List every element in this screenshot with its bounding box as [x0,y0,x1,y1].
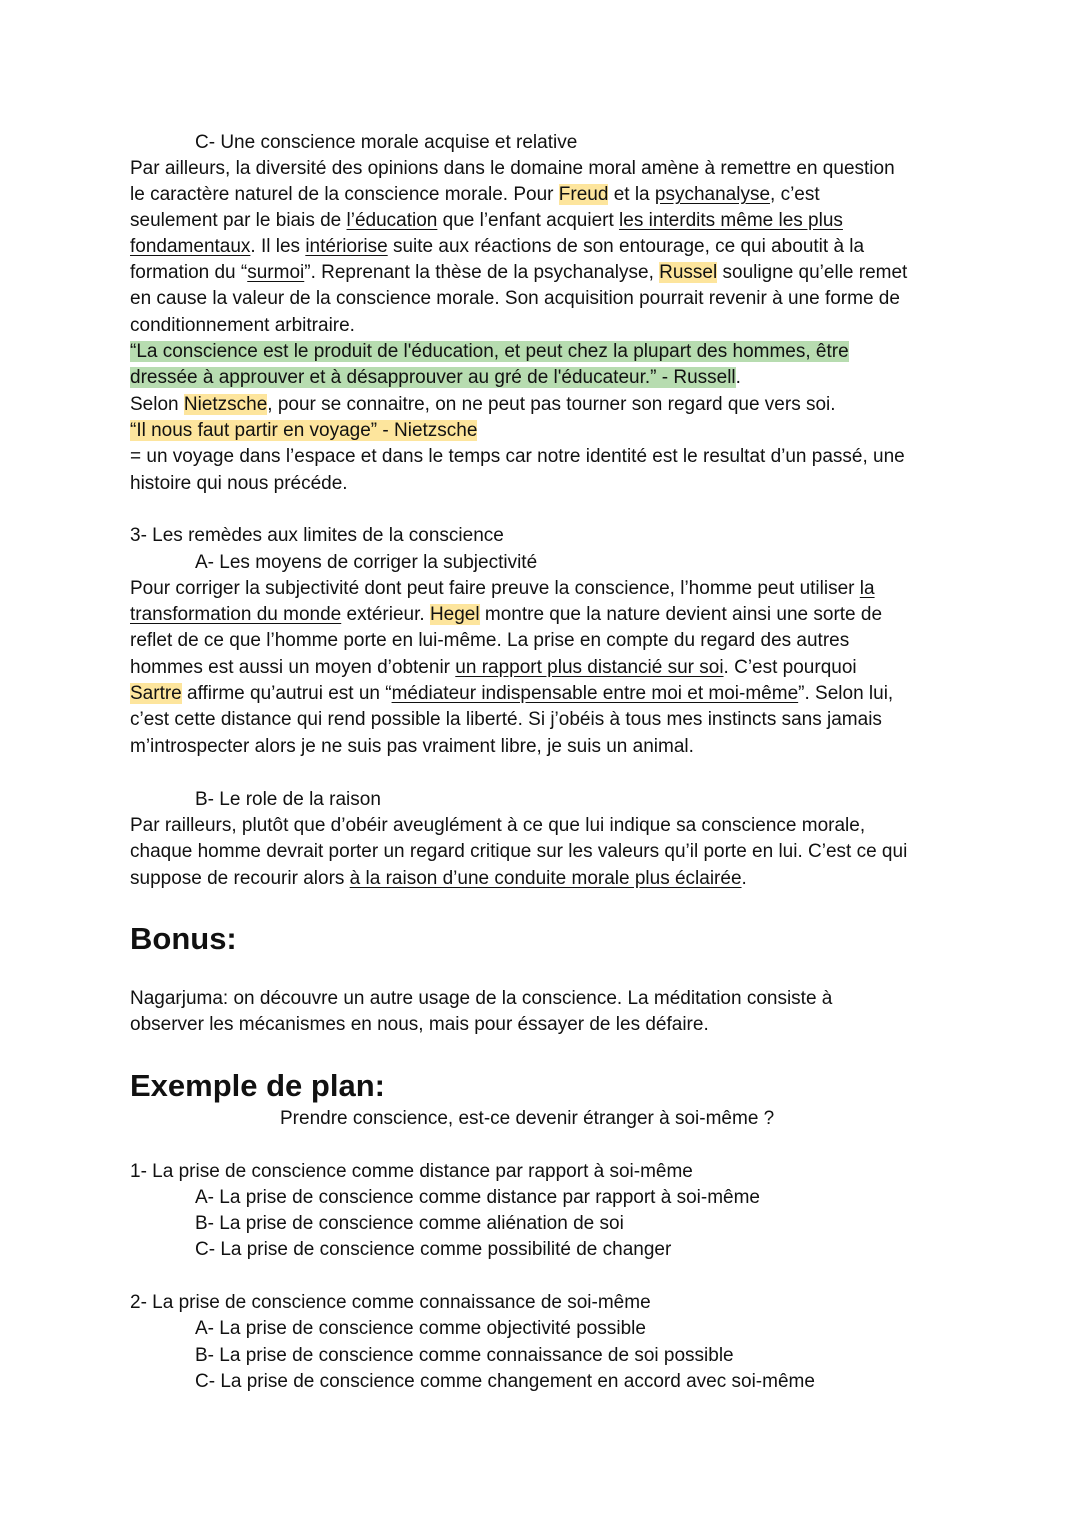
paragraph-line: = un voyage dans l’espace et dans le temps car notre identité est le resultat d’un passé, une [130,446,905,467]
highlight-freud: Freud [558,184,609,205]
paragraph-line: hommes est aussi un moyen d’obtenir un rapport plus distancié sur soi. C’est pourquoi [130,657,857,678]
paragraph-line: Par ailleurs, la diversité des opinions dans le domaine moral amène à remettre en question [130,158,895,179]
plan-heading: Exemple de plan: [130,1068,385,1103]
highlight-hegel: Hegel [429,604,480,625]
paragraph-line: Selon Nietzsche, pour se connaitre, on ne peut pas tourner son regard que vers soi. [130,394,836,415]
paragraph-line: histoire qui nous précéde. [130,473,348,494]
underline-psychanalyse: psychanalyse [654,184,771,205]
paragraph-line: m’introspecter alors je ne suis pas vraiment libre, je suis un animal. [130,736,694,757]
paragraph-line: reflet de ce que l’homme porte en lui-même. La prise en compte du regard des autres [130,630,850,651]
paragraph-line: le caractère naturel de la conscience morale. Pour Freud et la psychanalyse, c’est [130,184,820,205]
section-b-title: B- Le role de la raison [195,789,381,810]
paragraph-line: Nagarjuma: on découvre un autre usage de la conscience. La méditation consiste à [130,988,833,1009]
section-3-title: 3- Les remèdes aux limites de la conscience [130,525,504,546]
plan-subpart: B- La prise de conscience comme aliénation de soi [195,1213,624,1234]
plan-subpart: C- La prise de conscience comme changement en accord avec soi-même [195,1371,815,1392]
highlight-russel: Russel [659,262,718,283]
paragraph-line: seulement par le biais de l’éducation que l’enfant acquiert les interdits même les plus [130,210,843,231]
plan-subpart: B- La prise de conscience comme connaissance de soi possible [195,1345,734,1366]
section-c-title: C- Une conscience morale acquise et relative [195,132,578,153]
section-a-title: A- Les moyens de corriger la subjectivité [195,552,538,573]
paragraph-line: fondamentaux. Il les intériorise suite aux réactions de son entourage, ce qui aboutit à la [130,236,865,257]
highlight-nietzsche: Nietzsche [183,394,268,415]
plan-question: Prendre conscience, est-ce devenir étranger à soi-même ? [280,1108,775,1129]
paragraph-line: formation du “surmoi”. Reprenant la thèse de la psychanalyse, Russel souligne qu’elle remet [130,262,908,283]
paragraph-line: Sartre affirme qu’autrui est un “médiateur indispensable entre moi et moi-même”. Selon lui, [130,683,894,704]
paragraph-line: Par railleurs, plutôt que d’obéir aveuglément à ce que lui indique sa conscience morale, [130,815,866,836]
highlight-sartre: Sartre [130,683,182,704]
quote-russell-line: “La conscience est le produit de l'éducation, et peut chez la plupart des hommes, être [130,341,849,362]
paragraph-line: Pour corriger la subjectivité dont peut faire preuve la conscience, l’homme peut utiliser la [130,578,875,599]
bonus-heading: Bonus: [130,921,237,956]
plan-subpart: C- La prise de conscience comme possibilité de changer [195,1239,672,1260]
paragraph-line: observer les mécanismes en nous, mais pour éssayer de les défaire. [130,1014,709,1035]
paragraph-line: suppose de recourir alors à la raison d’une conduite morale plus éclairée. [130,868,747,889]
paragraph-line: en cause la valeur de la conscience morale. Son acquisition pourrait revenir à une forme de [130,288,900,309]
paragraph-line: conditionnement arbitraire. [130,315,355,336]
quote-nietzsche: “Il nous faut partir en voyage” - Nietzsche [130,420,478,441]
plan-part: 2- La prise de conscience comme connaissance de soi-même [130,1292,651,1313]
plan-part: 1- La prise de conscience comme distance par rapport à soi-même [130,1161,693,1182]
quote-russell-line: dressée à approuver et à désapprouver au gré de l'éducateur.” - Russell. [130,367,741,388]
paragraph-line: chaque homme devrait porter un regard critique sur les valeurs qu’il porte en lui. C’est ce qui [130,841,908,862]
paragraph-line: c’est cette distance qui rend possible la liberté. Si j’obéis à tous mes instincts sans jamais [130,709,882,730]
paragraph-line: transformation du monde extérieur. Hegel montre que la nature devient ainsi une sorte de [130,604,883,625]
plan-subpart: A- La prise de conscience comme objectivité possible [195,1318,646,1339]
plan-subpart: A- La prise de conscience comme distance par rapport à soi-même [195,1187,760,1208]
